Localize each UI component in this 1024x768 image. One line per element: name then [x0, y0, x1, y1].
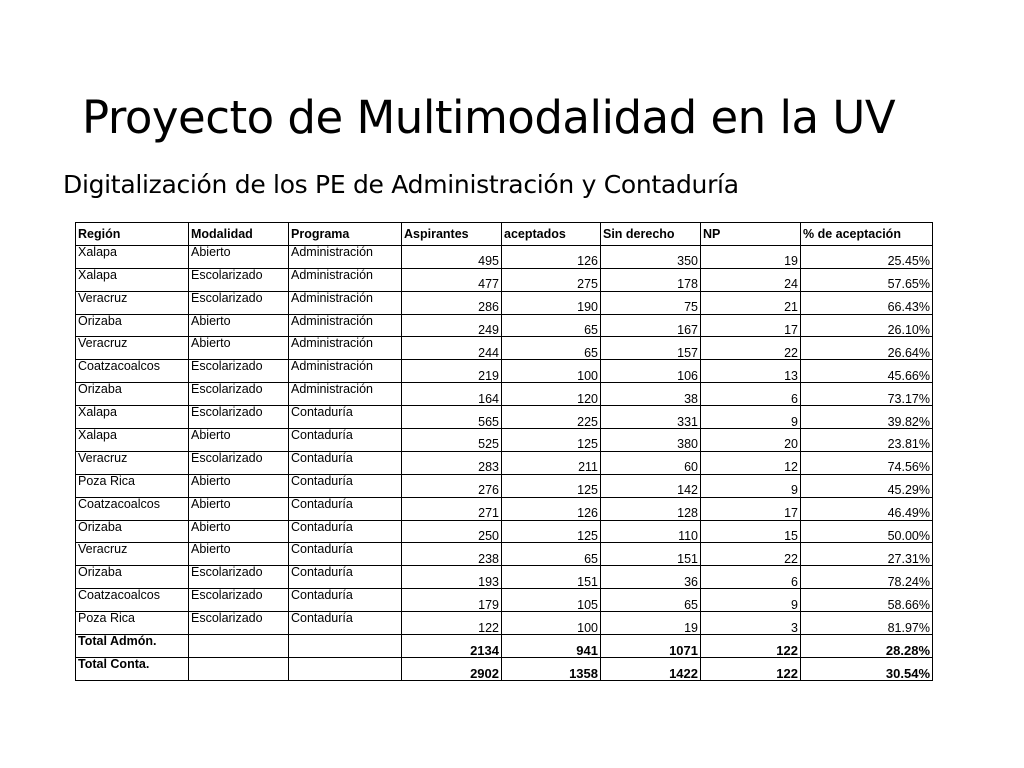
header-porcentaje-aceptacion: % de aceptación — [801, 223, 933, 246]
cell-region: Orizaba — [76, 383, 189, 406]
cell-aspirantes: 2134 — [402, 635, 502, 658]
cell-modalidad: Escolarizado — [189, 268, 289, 291]
cell-porcentaje: 30.54% — [801, 657, 933, 680]
cell-aspirantes: 244 — [402, 337, 502, 360]
cell-region: Poza Rica — [76, 474, 189, 497]
cell-np: 20 — [701, 429, 801, 452]
cell-np: 122 — [701, 657, 801, 680]
cell-porcentaje: 26.10% — [801, 314, 933, 337]
cell-sin-derecho: 19 — [601, 612, 701, 635]
total-row — [76, 635, 933, 658]
cell-aceptados: 120 — [502, 383, 601, 406]
cell-np: 22 — [701, 337, 801, 360]
cell-sin-derecho: 110 — [601, 520, 701, 543]
cell-programa: Contaduría — [289, 429, 402, 452]
cell-porcentaje: 81.97% — [801, 612, 933, 635]
cell-modalidad — [189, 657, 289, 680]
cell-aspirantes: 477 — [402, 268, 502, 291]
cell-programa: Contaduría — [289, 520, 402, 543]
cell-programa: Administración — [289, 383, 402, 406]
cell-porcentaje: 74.56% — [801, 451, 933, 474]
cell-region: Veracruz — [76, 543, 189, 566]
cell-modalidad: Abierto — [189, 474, 289, 497]
table-row — [76, 314, 933, 337]
cell-modalidad — [189, 635, 289, 658]
cell-region: Total Admón. — [76, 635, 189, 658]
cell-np: 9 — [701, 406, 801, 429]
cell-programa: Administración — [289, 291, 402, 314]
cell-aspirantes: 122 — [402, 612, 502, 635]
cell-region: Xalapa — [76, 406, 189, 429]
cell-region: Poza Rica — [76, 612, 189, 635]
cell-aspirantes: 193 — [402, 566, 502, 589]
cell-region: Veracruz — [76, 451, 189, 474]
header-np: NP — [701, 223, 801, 246]
cell-aceptados: 941 — [502, 635, 601, 658]
table-row — [76, 543, 933, 566]
cell-np: 3 — [701, 612, 801, 635]
cell-porcentaje: 26.64% — [801, 337, 933, 360]
cell-porcentaje: 46.49% — [801, 497, 933, 520]
header-modalidad: Modalidad — [189, 223, 289, 246]
cell-np: 6 — [701, 566, 801, 589]
admissions-table — [75, 222, 933, 681]
cell-sin-derecho: 75 — [601, 291, 701, 314]
cell-aspirantes: 565 — [402, 406, 502, 429]
cell-aceptados: 125 — [502, 474, 601, 497]
cell-np: 15 — [701, 520, 801, 543]
cell-aceptados: 65 — [502, 543, 601, 566]
cell-aspirantes: 238 — [402, 543, 502, 566]
cell-aspirantes: 250 — [402, 520, 502, 543]
table-row — [76, 337, 933, 360]
cell-porcentaje: 25.45% — [801, 245, 933, 268]
table-row — [76, 291, 933, 314]
cell-region: Veracruz — [76, 337, 189, 360]
slide-subtitle: Digitalización de los PE de Administración y Contaduría — [63, 170, 739, 199]
cell-region: Orizaba — [76, 566, 189, 589]
cell-np: 9 — [701, 589, 801, 612]
cell-programa: Contaduría — [289, 612, 402, 635]
cell-np: 12 — [701, 451, 801, 474]
cell-porcentaje: 45.66% — [801, 360, 933, 383]
header-aceptados: aceptados — [502, 223, 601, 246]
cell-sin-derecho: 1071 — [601, 635, 701, 658]
cell-programa: Administración — [289, 337, 402, 360]
cell-aspirantes: 525 — [402, 429, 502, 452]
cell-modalidad: Abierto — [189, 429, 289, 452]
header-aspirantes: Aspirantes — [402, 223, 502, 246]
cell-np: 19 — [701, 245, 801, 268]
header-region: Región — [76, 223, 189, 246]
cell-sin-derecho: 65 — [601, 589, 701, 612]
cell-programa: Administración — [289, 245, 402, 268]
cell-region: Orizaba — [76, 314, 189, 337]
cell-programa: Contaduría — [289, 406, 402, 429]
cell-aceptados: 65 — [502, 337, 601, 360]
cell-np: 6 — [701, 383, 801, 406]
table-row — [76, 520, 933, 543]
cell-sin-derecho: 60 — [601, 451, 701, 474]
total-row — [76, 657, 933, 680]
cell-sin-derecho: 38 — [601, 383, 701, 406]
cell-aspirantes: 219 — [402, 360, 502, 383]
cell-modalidad: Escolarizado — [189, 383, 289, 406]
cell-porcentaje: 28.28% — [801, 635, 933, 658]
cell-region: Coatzacoalcos — [76, 497, 189, 520]
cell-porcentaje: 45.29% — [801, 474, 933, 497]
cell-aceptados: 126 — [502, 497, 601, 520]
cell-porcentaje: 50.00% — [801, 520, 933, 543]
cell-aceptados: 65 — [502, 314, 601, 337]
header-sin-derecho: Sin derecho — [601, 223, 701, 246]
cell-programa: Contaduría — [289, 451, 402, 474]
cell-modalidad: Escolarizado — [189, 612, 289, 635]
cell-aceptados: 151 — [502, 566, 601, 589]
table-row — [76, 566, 933, 589]
cell-porcentaje: 58.66% — [801, 589, 933, 612]
cell-modalidad: Abierto — [189, 543, 289, 566]
table-row — [76, 406, 933, 429]
cell-modalidad: Escolarizado — [189, 360, 289, 383]
cell-porcentaje: 23.81% — [801, 429, 933, 452]
cell-aceptados: 190 — [502, 291, 601, 314]
cell-region: Coatzacoalcos — [76, 589, 189, 612]
table-header-row — [76, 223, 933, 246]
cell-sin-derecho: 380 — [601, 429, 701, 452]
cell-aspirantes: 276 — [402, 474, 502, 497]
cell-porcentaje: 73.17% — [801, 383, 933, 406]
cell-modalidad: Abierto — [189, 337, 289, 360]
cell-aceptados: 275 — [502, 268, 601, 291]
cell-porcentaje: 27.31% — [801, 543, 933, 566]
cell-programa — [289, 635, 402, 658]
cell-aceptados: 100 — [502, 612, 601, 635]
cell-sin-derecho: 106 — [601, 360, 701, 383]
cell-sin-derecho: 36 — [601, 566, 701, 589]
table-row — [76, 360, 933, 383]
cell-region: Xalapa — [76, 245, 189, 268]
cell-porcentaje: 78.24% — [801, 566, 933, 589]
cell-aceptados: 125 — [502, 429, 601, 452]
table-row — [76, 589, 933, 612]
cell-sin-derecho: 331 — [601, 406, 701, 429]
cell-sin-derecho: 350 — [601, 245, 701, 268]
cell-aspirantes: 283 — [402, 451, 502, 474]
cell-modalidad: Abierto — [189, 497, 289, 520]
cell-sin-derecho: 178 — [601, 268, 701, 291]
table-body — [76, 245, 933, 680]
header-programa: Programa — [289, 223, 402, 246]
cell-np: 17 — [701, 497, 801, 520]
cell-region: Total Conta. — [76, 657, 189, 680]
cell-aceptados: 105 — [502, 589, 601, 612]
cell-modalidad: Escolarizado — [189, 451, 289, 474]
cell-region: Veracruz — [76, 291, 189, 314]
slide-title: Proyecto de Multimodalidad en la UV — [82, 91, 896, 145]
cell-aspirantes: 179 — [402, 589, 502, 612]
cell-porcentaje: 66.43% — [801, 291, 933, 314]
cell-porcentaje: 39.82% — [801, 406, 933, 429]
cell-aspirantes: 271 — [402, 497, 502, 520]
cell-sin-derecho: 167 — [601, 314, 701, 337]
cell-region: Orizaba — [76, 520, 189, 543]
cell-np: 13 — [701, 360, 801, 383]
cell-aceptados: 125 — [502, 520, 601, 543]
cell-programa: Contaduría — [289, 566, 402, 589]
cell-region: Xalapa — [76, 429, 189, 452]
cell-aceptados: 126 — [502, 245, 601, 268]
cell-porcentaje: 57.65% — [801, 268, 933, 291]
cell-np: 9 — [701, 474, 801, 497]
cell-aspirantes: 495 — [402, 245, 502, 268]
cell-modalidad: Escolarizado — [189, 291, 289, 314]
cell-np: 21 — [701, 291, 801, 314]
cell-sin-derecho: 1422 — [601, 657, 701, 680]
cell-modalidad: Escolarizado — [189, 566, 289, 589]
table-row — [76, 497, 933, 520]
cell-aceptados: 225 — [502, 406, 601, 429]
cell-modalidad: Abierto — [189, 245, 289, 268]
cell-programa: Contaduría — [289, 474, 402, 497]
cell-programa: Contaduría — [289, 497, 402, 520]
cell-aspirantes: 249 — [402, 314, 502, 337]
cell-aceptados: 100 — [502, 360, 601, 383]
cell-programa: Contaduría — [289, 589, 402, 612]
cell-np: 22 — [701, 543, 801, 566]
table-row — [76, 268, 933, 291]
cell-region: Coatzacoalcos — [76, 360, 189, 383]
cell-region: Xalapa — [76, 268, 189, 291]
cell-programa: Administración — [289, 268, 402, 291]
cell-modalidad: Escolarizado — [189, 406, 289, 429]
cell-sin-derecho: 128 — [601, 497, 701, 520]
cell-modalidad: Abierto — [189, 520, 289, 543]
cell-np: 17 — [701, 314, 801, 337]
cell-modalidad: Abierto — [189, 314, 289, 337]
cell-aceptados: 211 — [502, 451, 601, 474]
cell-programa: Contaduría — [289, 543, 402, 566]
cell-sin-derecho: 142 — [601, 474, 701, 497]
cell-sin-derecho: 151 — [601, 543, 701, 566]
cell-aspirantes: 164 — [402, 383, 502, 406]
cell-aspirantes: 2902 — [402, 657, 502, 680]
cell-aspirantes: 286 — [402, 291, 502, 314]
cell-programa — [289, 657, 402, 680]
table-row — [76, 383, 933, 406]
cell-programa: Administración — [289, 314, 402, 337]
table-row — [76, 245, 933, 268]
table-row — [76, 474, 933, 497]
cell-aceptados: 1358 — [502, 657, 601, 680]
table-row — [76, 612, 933, 635]
table-row — [76, 429, 933, 452]
cell-modalidad: Escolarizado — [189, 589, 289, 612]
cell-programa: Administración — [289, 360, 402, 383]
cell-np: 122 — [701, 635, 801, 658]
cell-sin-derecho: 157 — [601, 337, 701, 360]
table-row — [76, 451, 933, 474]
cell-np: 24 — [701, 268, 801, 291]
